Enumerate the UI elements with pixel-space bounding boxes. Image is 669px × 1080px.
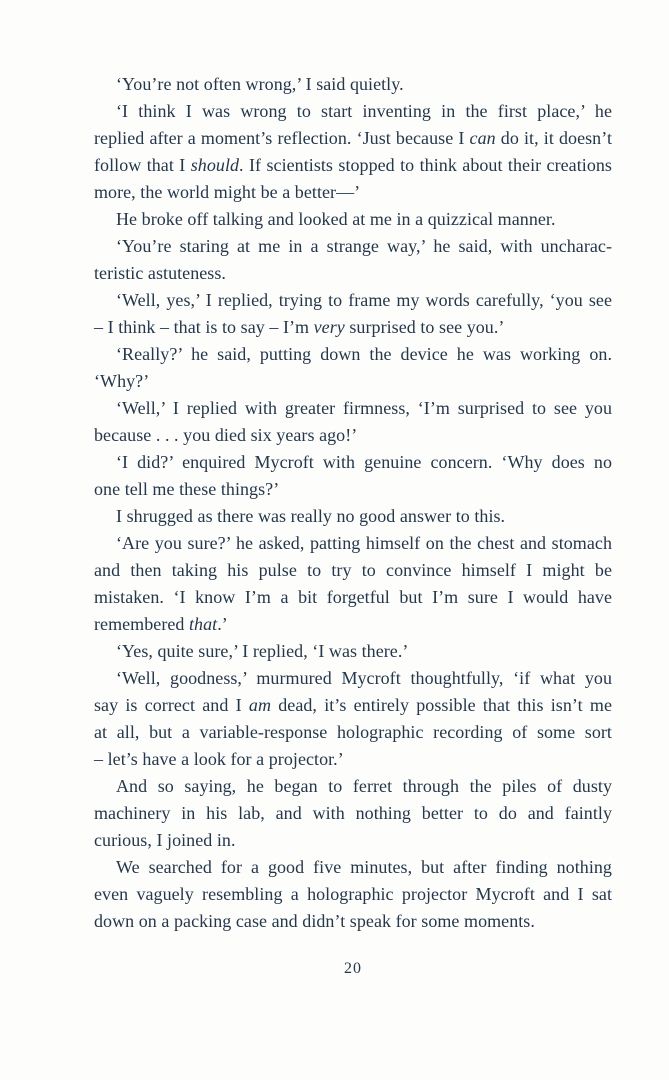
text-line <box>94 773 612 800</box>
text-line <box>94 908 612 935</box>
text-line <box>94 287 612 314</box>
text-segment: ‘Really?’ he said, putting down the device he was working on. <box>116 344 612 364</box>
text-segment: follow that I <box>94 155 191 175</box>
text-line <box>94 395 612 422</box>
text-segment: He broke off talking and looked at me in a quizzical manner. <box>116 209 556 229</box>
text-line <box>94 98 612 125</box>
text-line <box>94 260 612 287</box>
text-line <box>94 449 612 476</box>
text-line <box>94 368 612 395</box>
text-segment: ‘Well, yes,’ I replied, trying to frame my words carefully, ‘you see <box>116 290 612 310</box>
text-segment: at all, but a variable-response holographic recording of some sort <box>94 722 612 742</box>
italic-text: should <box>190 155 240 175</box>
text-segment: even vaguely resembling a holographic projector Mycroft and I sat <box>94 884 612 904</box>
text-segment: And so saying, he began to ferret through the piles of dusty <box>116 776 612 796</box>
text-segment: ‘I did?’ enquired Mycroft with genuine concern. ‘Why does no <box>116 452 612 472</box>
text-line <box>94 719 612 746</box>
text-line <box>94 71 612 98</box>
text-line <box>94 341 612 368</box>
text-line <box>94 881 612 908</box>
text-segment: dead, it’s entirely possible that this isn’t me <box>271 695 612 715</box>
text-line <box>94 800 612 827</box>
text-line <box>94 692 612 719</box>
text-segment: more, the world might be a better—’ <box>94 182 361 202</box>
text-line <box>94 476 612 503</box>
text-line <box>94 665 612 692</box>
text-segment: ‘Well,’ I replied with greater firmness, ‘I’m surprised to see you <box>116 398 612 418</box>
text-line <box>94 827 612 854</box>
text-line <box>94 314 612 341</box>
text-segment: one tell me these things?’ <box>94 479 280 499</box>
text-line <box>94 638 612 665</box>
text-segment: ‘Well, goodness,’ murmured Mycroft thoughtfully, ‘if what you <box>116 668 612 688</box>
text-segment: machinery in his lab, and with nothing better to do and faintly <box>94 803 612 823</box>
text-segment: .’ <box>217 614 228 634</box>
page-number: 20 <box>344 960 362 977</box>
text-segment: mistaken. ‘I know I’m a bit forgetful but I’m sure I would have <box>94 587 612 607</box>
text-segment: ‘Are you sure?’ he asked, patting himself on the chest and stomach <box>116 533 612 553</box>
text-segment: say is correct and I <box>94 695 249 715</box>
text-segment: – let’s have a look for a projector.’ <box>94 749 344 769</box>
text-segment: replied after a moment’s reflection. ‘Just because I <box>94 128 470 148</box>
text-line <box>94 854 612 881</box>
text-line <box>94 152 612 179</box>
text-segment: remembered <box>94 614 189 634</box>
italic-text: very <box>313 317 345 337</box>
text-segment: teristic astuteness. <box>94 263 226 283</box>
text-line <box>94 179 612 206</box>
text-segment: and then taking his pulse to try to convince himself I might be <box>94 560 612 580</box>
italic-text: am <box>248 695 272 715</box>
text-line <box>94 746 612 773</box>
text-line <box>94 503 612 530</box>
italic-text: that <box>189 614 218 634</box>
text-segment: down on a packing case and didn’t speak for some moments. <box>94 911 535 931</box>
text-segment: – I think – that is to say – I’m <box>94 317 314 337</box>
text-segment: ‘I think I was wrong to start inventing in the first place,’ he <box>116 101 612 121</box>
page-text <box>94 71 612 935</box>
text-segment: because . . . you died six years ago!’ <box>94 425 358 445</box>
text-segment: do it, it doesn’t <box>495 128 613 148</box>
text-line <box>94 530 612 557</box>
text-segment: ‘You’re staring at me in a strange way,’ he said, with uncharac- <box>116 236 612 256</box>
text-segment: curious, I joined in. <box>94 830 236 850</box>
text-line <box>94 611 612 638</box>
text-segment: surprised to see you.’ <box>344 317 505 337</box>
text-segment: ‘You’re not often wrong,’ I said quietly. <box>116 74 404 94</box>
text-line <box>94 125 612 152</box>
text-line <box>94 557 612 584</box>
text-segment: I shrugged as there was really no good answer to this. <box>116 506 506 526</box>
text-line <box>94 584 612 611</box>
text-segment: ‘Yes, quite sure,’ I replied, ‘I was there.’ <box>116 641 409 661</box>
text-segment: ‘Why?’ <box>94 371 150 391</box>
text-line <box>94 206 612 233</box>
text-segment: . If scientists stopped to think about their creations <box>239 155 612 175</box>
text-segment: We searched for a good five minutes, but after finding nothing <box>116 857 612 877</box>
text-line <box>94 233 612 260</box>
italic-text: can <box>469 128 496 148</box>
text-line <box>94 422 612 449</box>
